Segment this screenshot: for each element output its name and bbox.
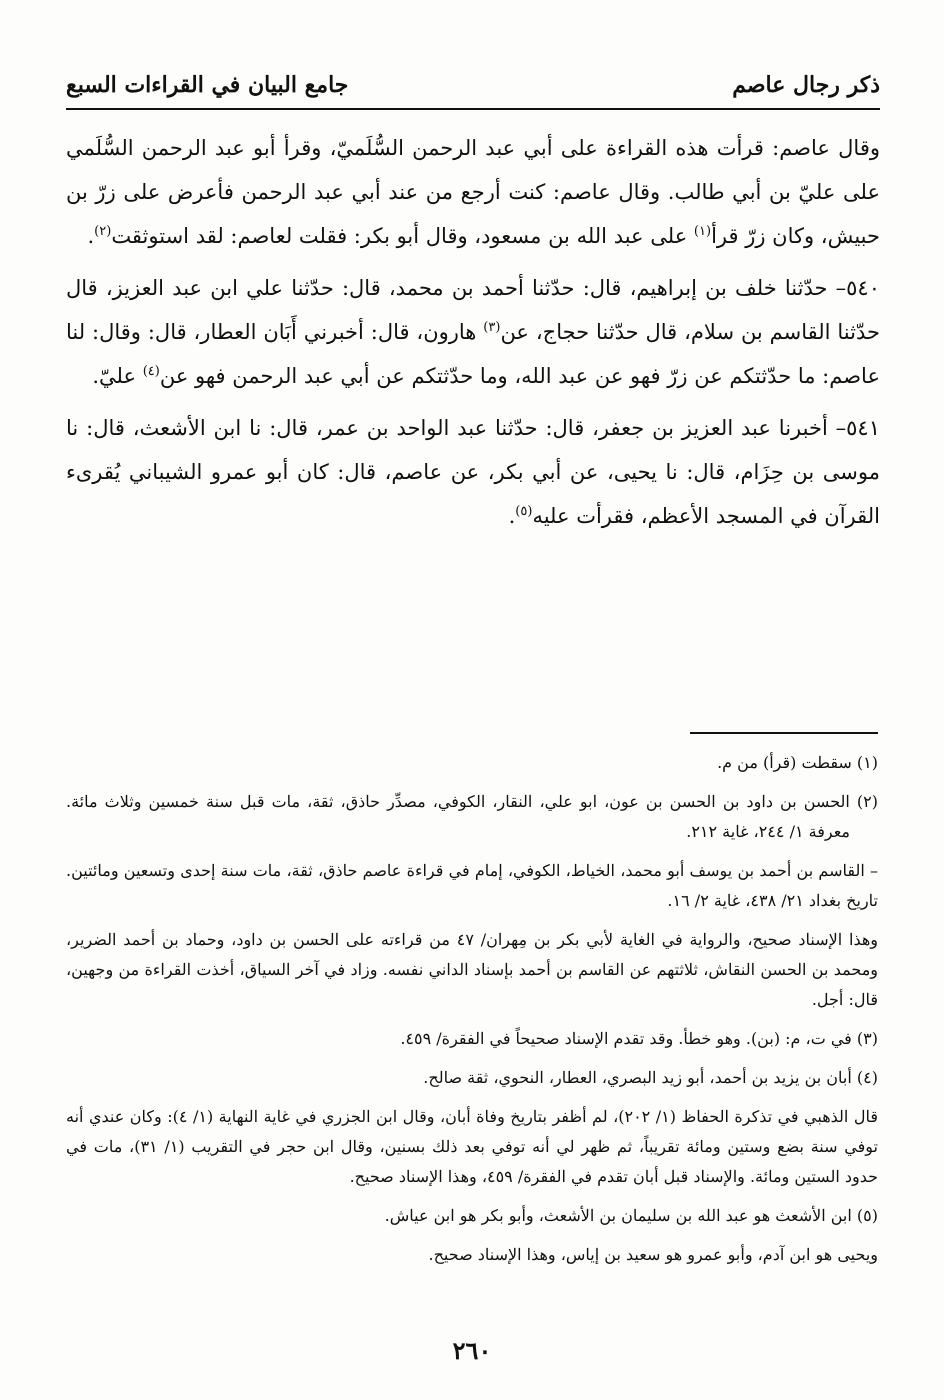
footnote-ref[interactable]: (٥)	[515, 504, 533, 519]
text-segment: على عبد الله بن مسعود، وقال أبو بكر: فقلت لعاصم: لقد استوثقت	[111, 224, 694, 248]
footnote-ref[interactable]: (١)	[693, 224, 712, 239]
footnote-4-note: قال الذهبي في تذكرة الحفاظ (١/ ٢٠٢)، لم أظفر بتاريخ وفاة أبان، وقال ابن الجزري في غاية النهاية (١/ ٤): وكان عندي أنه توفي سنة بضع وستين ومائة تقريباً، ثم ظهر لي أنه توفي بعد ذلك بسنين، وقال ابن حجر في التقريب (١/ ٣١)، مات في حدود الستين ومائة. والإسناد قبل أبان تقدم في الفقرة/ ٤٥٩، وهذا الإسناد صحيح.	[66, 1107, 879, 1186]
text-segment: ٥٤٠– حدّثنا خلف بن إبراهيم، قال: حدّثنا أحمد بن محمد، قال: حدّثنا علي ابن عبد العزيز، قال حدّثنا القاسم بن سلام، قال حدّثنا حجاج، عن	[66, 276, 880, 344]
footnote-ref[interactable]: (٤)	[142, 364, 160, 379]
footnote-ref[interactable]: (٣)	[483, 320, 501, 335]
footnote-2-continued: – القاسم بن أحمد بن يوسف أبو محمد، الخياط، الكوفي، إمام في قراءة عاصم حاذق، ثقة، مات سنة إحدى وتسعين ومائتين. تاريخ بغداد ٢١/ ٤٣٨، غاية ٢/ ١٦.	[66, 861, 878, 910]
footnote-2-note: وهذا الإسناد صحيح، والرواية في الغاية لأبي بكر بن مِهران/ ٤٧ من قراءته على الحسن بن داود، وحماد بن أحمد الضرير، ومحمد بن الحسن النقاش، ثلاثتهم عن القاسم بن أحمد بإسناد الداني نفسه. وزاد في آخر السياق، أخذت القراءة من وجهين، قال: أجل.	[66, 930, 879, 1009]
footnote-4: (٤) أبان بن يزيد بن أحمد، أبو زيد البصري، العطار، النحوي، ثقة صالح.	[423, 1068, 878, 1087]
paragraph-asim-narration	[66, 126, 880, 258]
footnote-3: (٣) في ت، م: (بن). وهو خطأ. وقد تقدم الإسناد صحيحاً في الفقرة/ ٤٥٩.	[400, 1029, 878, 1048]
footnote-separator	[690, 732, 878, 734]
text-segment: عليّ.	[92, 364, 143, 388]
footnote-5-note: ويحيى هو ابن آدم، وأبو عمرو هو سعيد بن إياس، وهذا الإسناد صحيح.	[428, 1245, 878, 1264]
chapter-title: ذكر رجال عاصم	[732, 72, 880, 98]
running-header	[66, 66, 880, 110]
text-segment: هارون، قال: أخبرني أَبَان العطار، قال: وقال: لنا عاصم: ما حدّثتكم عن زرّ فهو عن عبد الله، وما حدّثتكم عن أبي عبد الرحمن فهو عن	[66, 320, 880, 388]
footnote-1: (١) سقطت (قرأ) من م.	[717, 753, 878, 772]
footnote-2: (٢) الحسن بن داود بن الحسن بن عون، ابو علي، النقار، الكوفي، مصدِّر حاذق، ثقة، مات قبل سنة خمسين وثلاث مائة. معرفة ١/ ٢٤٤، غاية ٢١٢.	[66, 792, 878, 841]
text-segment: .	[87, 224, 95, 248]
page-number: ٢٦٠	[452, 1336, 492, 1365]
header-rule	[66, 108, 880, 110]
paragraph-541	[66, 406, 880, 538]
paragraph-540	[66, 266, 880, 398]
text-segment: وقال عاصم: قرأت هذه القراءة على أبي عبد الرحمن السُّلَميّ، وقرأ أبو عبد الرحمن السُّلَمي على عليّ بن أبي طالب. وقال عاصم: كنت أرجع من عند أبي عبد الرحمن فأعرض على زرّ بن حبيش، وكان زرّ قرأ	[66, 136, 880, 248]
text-segment: .	[508, 504, 516, 528]
book-title: جامع البيان في القراءات السبع	[66, 72, 349, 98]
text-segment: ٥٤١– أخبرنا عبد العزيز بن جعفر، قال: حدّثنا عبد الواحد بن عمر، قال: نا ابن الأشعث، قال: نا موسى بن حِزَام، قال: نا يحيى، عن أبي بكر، عن عاصم، قال: كان أبو عمرو الشيباني يُقرىء القرآن في المسجد الأعظم، فقرأت عليه	[66, 416, 880, 528]
footnote-ref[interactable]: (٢)	[94, 224, 112, 239]
main-text	[66, 126, 880, 546]
footnotes	[66, 748, 878, 1279]
footnote-5: (٥) ابن الأشعث هو عبد الله بن سليمان بن الأشعث، وأبو بكر هو ابن عياش.	[384, 1206, 878, 1225]
